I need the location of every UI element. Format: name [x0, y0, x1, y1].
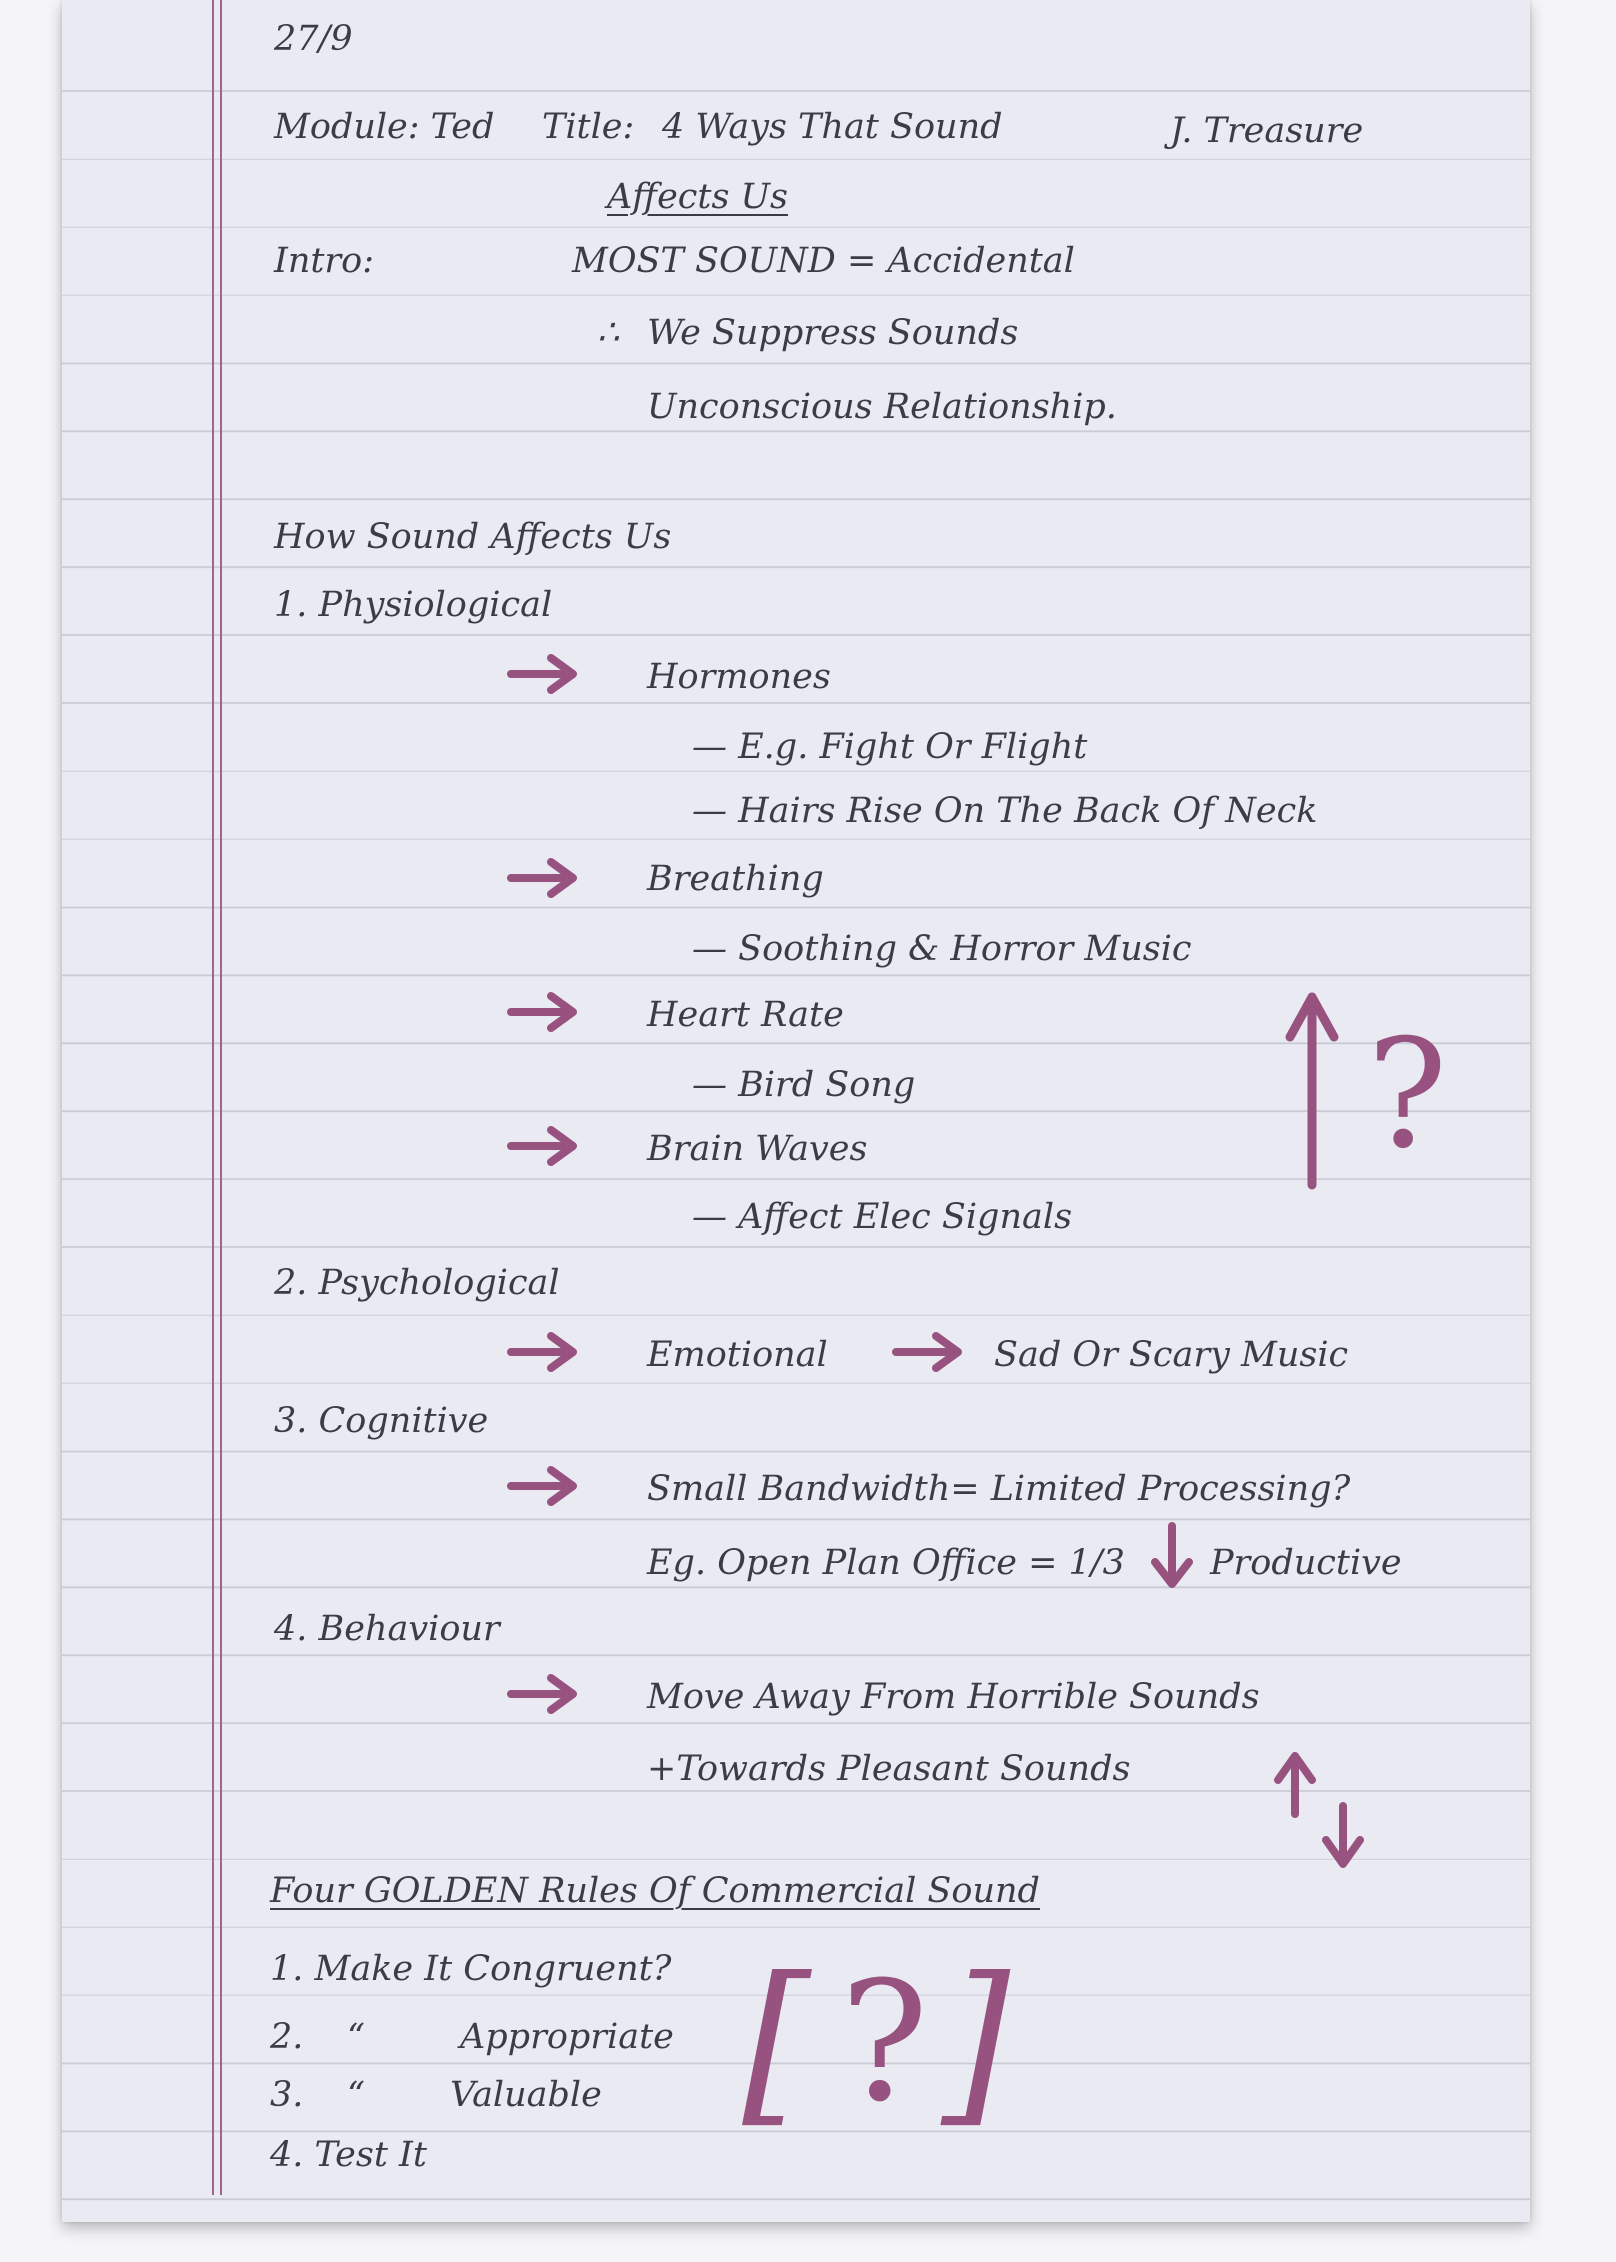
- intro-line-1: MOST SOUND = Accidental: [572, 241, 1075, 281]
- emotional-item: Emotional: [647, 1335, 828, 1375]
- breathing-item: Breathing: [647, 859, 824, 899]
- up-arrow-icon: [1272, 1748, 1318, 1820]
- heart-rate-example: — Bird Song: [692, 1065, 916, 1105]
- note-date: 27/9: [274, 19, 353, 59]
- margin-line-left: [212, 0, 214, 2195]
- psychological-heading: 2. Psychological: [274, 1263, 560, 1303]
- title-line-1: 4 Ways That Sound: [662, 107, 1003, 147]
- rule-2-text: Appropriate: [460, 2017, 674, 2057]
- notebook-page: [62, 0, 1530, 2222]
- cognitive-heading: 3. Cognitive: [274, 1401, 489, 1441]
- rule-1: 1. Make It Congruent?: [270, 1949, 672, 1989]
- breathing-example: — Soothing & Horror Music: [692, 929, 1192, 969]
- heart-rate-item: Heart Rate: [647, 995, 844, 1035]
- right-arrow-icon: [892, 1330, 966, 1374]
- bracket-question-annotation: ?: [840, 1946, 929, 2138]
- rules-heading: Four GOLDEN Rules Of Commercial Sound: [270, 1871, 1040, 1911]
- right-arrow-icon: [507, 1330, 581, 1374]
- intro-line-2: We Suppress Sounds: [647, 313, 1019, 353]
- intro-line-3: Unconscious Relationship.: [647, 387, 1117, 427]
- right-arrow-icon: [507, 990, 581, 1034]
- right-arrow-icon: [507, 1464, 581, 1508]
- rule-2-ditto: “: [347, 2017, 365, 2057]
- section-heading: How Sound Affects Us: [274, 517, 672, 557]
- behaviour-line-2: +Towards Pleasant Sounds: [647, 1749, 1131, 1789]
- right-arrow-icon: [507, 856, 581, 900]
- title-line-2: Affects Us: [607, 177, 788, 217]
- cognitive-line-2: Eg. Open Plan Office = 1/3: [647, 1543, 1125, 1583]
- cognitive-line-1: Small Bandwidth= Limited Processing?: [647, 1469, 1351, 1509]
- right-arrow-icon: [507, 1124, 581, 1168]
- cognitive-line-2-end: Productive: [1210, 1543, 1402, 1583]
- rule-3-text: Valuable: [450, 2075, 602, 2115]
- up-arrow-icon: [1284, 985, 1340, 1195]
- brain-waves-example: — Affect Elec Signals: [692, 1197, 1073, 1237]
- margin-line-right: [220, 0, 222, 2195]
- behaviour-line-1: Move Away From Horrible Sounds: [647, 1677, 1260, 1717]
- hormones-example-1: — E.g. Fight Or Flight: [692, 727, 1088, 767]
- author-name: J. Treasure: [1170, 111, 1364, 151]
- behaviour-heading: 4. Behaviour: [274, 1609, 500, 1649]
- down-arrow-icon: [1320, 1800, 1366, 1872]
- bracket-open-annotation: [: [742, 1941, 811, 2144]
- right-arrow-icon: [507, 652, 581, 696]
- rule-3-number: 3.: [270, 2075, 304, 2115]
- title-label: Title:: [542, 107, 635, 147]
- physiological-heading: 1. Physiological: [274, 585, 553, 625]
- therefore-symbol: ∴: [597, 313, 620, 353]
- rule-2-number: 2.: [270, 2017, 304, 2057]
- intro-label: Intro:: [274, 241, 375, 281]
- rule-3-ditto: “: [347, 2075, 365, 2115]
- hormones-item: Hormones: [647, 657, 831, 697]
- hormones-example-2: — Hairs Rise On The Back Of Neck: [692, 791, 1318, 831]
- emotional-example: Sad Or Scary Music: [994, 1335, 1349, 1375]
- brain-waves-item: Brain Waves: [647, 1129, 868, 1169]
- right-arrow-icon: [507, 1672, 581, 1716]
- bracket-close-annotation: ]: [942, 1941, 1011, 2144]
- rule-4: 4. Test It: [270, 2135, 427, 2175]
- module-label: Module: Ted: [274, 107, 495, 147]
- question-mark-annotation: ?: [1367, 1008, 1448, 1182]
- down-arrow-icon: [1147, 1520, 1197, 1592]
